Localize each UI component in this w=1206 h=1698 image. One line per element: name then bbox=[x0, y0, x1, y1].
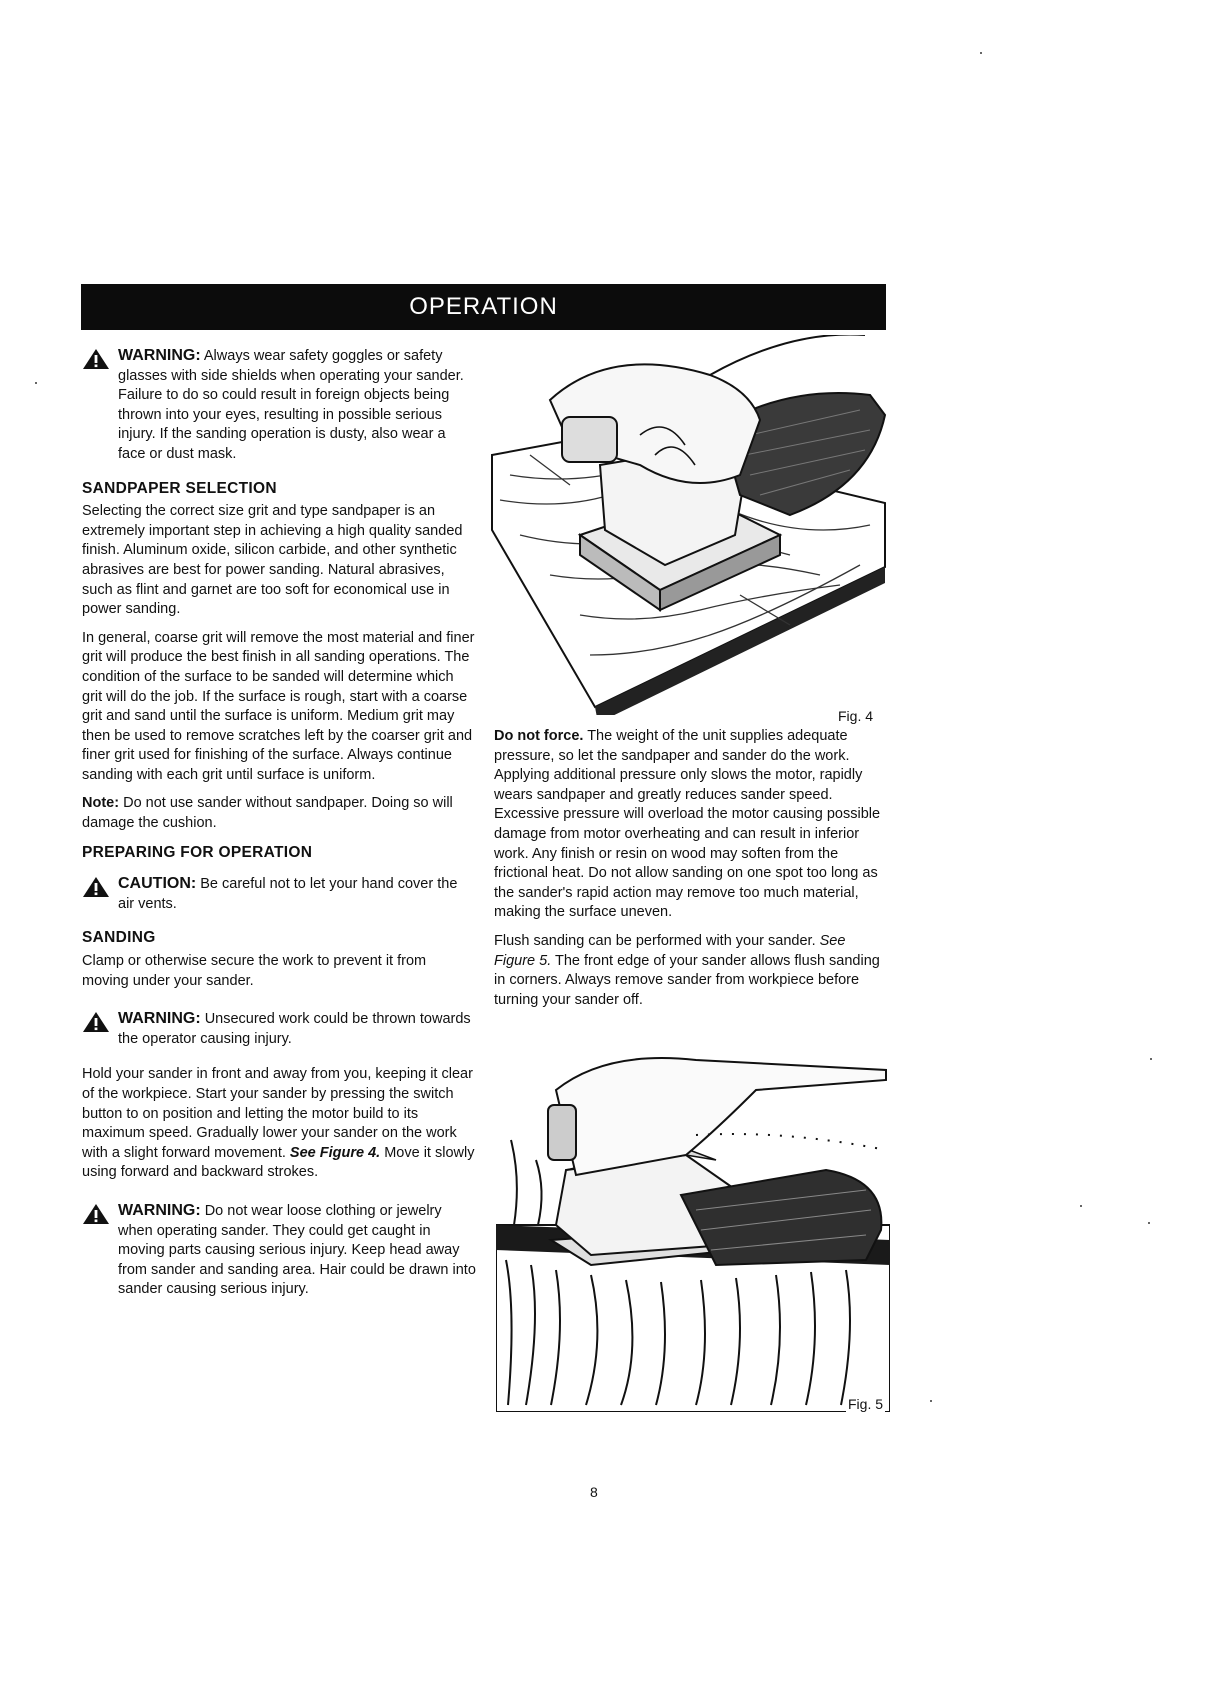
sanding-text: Hold your sander in front and away from you, keeping it clear of the workpiece. Start your sander by pressing the switch button to on position and letting the motor build to its maximum speed. Gradually lower your sander on the work with a slight forward movement. bbox=[82, 1066, 473, 1161]
note-text: Do not use sander without sandpaper. Doing so will damage the cushion. bbox=[82, 795, 453, 832]
warning-unsecured-work bbox=[82, 1009, 476, 1049]
warning-text: Do not wear loose clothing or jewelry when operating sander. They could get caught in moving parts causing serious injury. Keep head away from sander and sanding area. Hair could be drawn into sander causing serious injury. bbox=[118, 1202, 476, 1298]
figure-4-reference: See Figure 4. bbox=[289, 1144, 381, 1161]
warning-triangle-icon bbox=[82, 1203, 110, 1225]
warning-text: Unsecured work could be thrown towards the operator causing injury. bbox=[118, 1011, 471, 1047]
figure-5-sander-illustration bbox=[496, 1050, 890, 1412]
flush-sanding-text: Flush sanding can be performed with your sander. bbox=[494, 932, 816, 949]
sanding-heading: SANDING bbox=[82, 929, 156, 947]
caution-triangle-icon bbox=[82, 876, 110, 898]
left-column bbox=[82, 346, 476, 1314]
warning-triangle-icon bbox=[82, 1011, 110, 1033]
operation-banner bbox=[81, 284, 886, 330]
caution-text: Be careful not to let your hand cover the air vents. bbox=[118, 876, 458, 912]
sanding-paragraph-1: Clamp or otherwise secure the work to prevent it from moving under your sander. bbox=[82, 953, 427, 989]
figure-4-sander-illustration bbox=[490, 335, 890, 715]
flush-sanding-paragraph bbox=[494, 932, 886, 1010]
sandpaper-paragraph-1: Selecting the correct size grit and type sandpaper is an extremely important step in achieving a high quality sanded finish. Aluminum oxide, silicon carbide, and other synthetic abrasives are best for power sanding. Natural abrasives, such as flint and garnet are too soft for economical use in power sanding. bbox=[82, 503, 463, 618]
figure-5-reference: See Figure 5. bbox=[494, 932, 846, 969]
scan-speck bbox=[1150, 1058, 1152, 1060]
warning-label: WARNING: bbox=[118, 347, 201, 364]
figure-5-caption: Fig. 5 bbox=[848, 1396, 884, 1412]
sandpaper-paragraph-2: In general, coarse grit will remove the most material and finer grit will produce the best finish in all sanding operations. The condition of the surface to be sanded will determine which grit will do the job. If the surface is rough, start with a coarse grit and sand until the surface is uniform. Medium grit may then be used to remove scratches left by the coarser grit and finer grit used for finishing of the surface. Always continue sanding with each grit until surface is uniform. bbox=[82, 629, 475, 783]
scan-speck bbox=[930, 1400, 932, 1402]
preparing-heading: PREPARING FOR OPERATION bbox=[82, 843, 313, 861]
caution-label: CAUTION: bbox=[118, 875, 197, 893]
sandpaper-note bbox=[82, 794, 476, 833]
page-title: OPERATION bbox=[409, 293, 558, 320]
scan-speck bbox=[1080, 1205, 1082, 1207]
do-not-force-paragraph bbox=[494, 727, 886, 923]
sandpaper-selection-heading: SANDPAPER SELECTION bbox=[82, 479, 277, 497]
sanding-paragraph-2 bbox=[82, 1065, 476, 1183]
right-column bbox=[494, 727, 886, 1019]
page-number: 8 bbox=[590, 1484, 598, 1500]
warning-text: Always wear safety goggles or safety glasses with side shields when operating your sander. Failure to do so could result in foreign objects being thrown into your eyes, resulting in possible serious injury. If the sanding operation is dusty, also wear a face or dust mask. bbox=[118, 348, 464, 462]
note-label: Note: bbox=[82, 795, 120, 812]
warning-triangle-icon bbox=[82, 348, 110, 370]
scan-speck bbox=[980, 52, 982, 54]
figure-4-caption: Fig. 4 bbox=[838, 708, 874, 724]
warning-loose-clothing bbox=[82, 1201, 476, 1300]
sanding-text-end: Move it slowly using forward and backward strokes. bbox=[82, 1144, 475, 1181]
warning-label: WARNING: bbox=[118, 1010, 201, 1028]
warning-label: WARNING: bbox=[118, 1201, 201, 1219]
scan-speck bbox=[35, 382, 37, 384]
do-not-force-label: Do not force. bbox=[494, 728, 584, 744]
scan-speck bbox=[1148, 1222, 1150, 1224]
do-not-force-text: The weight of the unit supplies adequate pressure, so let the sandpaper and sander do the work. Applying additional pressure only slows the motor, rapidly wears sandpaper and greatly reduces sander speed. Excessive pressure will overload the motor causing possible damage from motor overheating and can result in inferior work. Any finish or resin on wood may soften from the frictional heat. Do not allow sanding on one spot too long as the sander's rapid action may remove too much material, making the surface uneven. bbox=[494, 728, 881, 921]
caution-air-vents bbox=[82, 874, 476, 914]
flush-sanding-text-end: The front edge of your sander allows flush sanding in corners. Always remove sander from workpiece before turning your sander off. bbox=[494, 952, 880, 1008]
warning-goggles bbox=[82, 346, 476, 465]
